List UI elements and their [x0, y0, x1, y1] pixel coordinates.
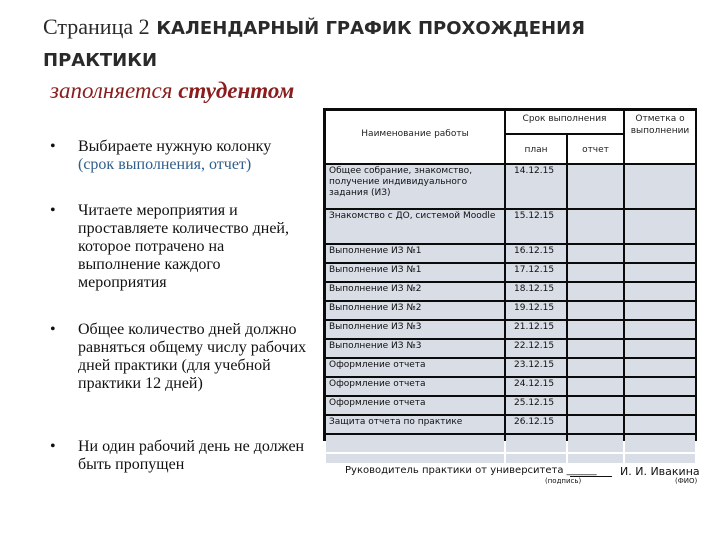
row-work-name [326, 454, 504, 463]
row-mark-cell [625, 321, 695, 338]
row-mark-cell [625, 340, 695, 357]
row-work-name: Выполнение ИЗ №2 [326, 302, 504, 319]
row-work-name [326, 435, 504, 452]
row-mark-cell [625, 416, 695, 433]
row-report-cell [568, 359, 623, 376]
row-work-name: Выполнение ИЗ №1 [326, 264, 504, 281]
row-work-name: Оформление отчета [326, 378, 504, 395]
row-report-cell [568, 283, 623, 300]
row-plan-date: 23.12.15 [506, 359, 566, 376]
row-plan-date: 17.12.15 [506, 264, 566, 281]
bullet-icon: • [50, 438, 56, 455]
row-mark-cell [625, 435, 695, 452]
row-mark-cell [625, 210, 695, 243]
row-report-cell [568, 245, 623, 262]
row-mark-cell [625, 378, 695, 395]
bullet-icon: • [50, 138, 56, 155]
row-report-cell [568, 321, 623, 338]
row-report-cell [568, 210, 623, 243]
row-plan-date: 16.12.15 [506, 245, 566, 262]
row-report-cell [568, 435, 623, 452]
row-report-cell [568, 264, 623, 281]
row-report-cell [568, 454, 623, 463]
page-title-heading: КАЛЕНДАРНЫЙ ГРАФИК ПРОХОЖДЕНИЯ ПРАКТИКИ [43, 18, 586, 71]
row-work-name: Знакомство с ДО, системой Moodle [326, 210, 504, 243]
row-report-cell [568, 165, 623, 208]
supervisor-signature [345, 465, 705, 485]
row-plan-date: 24.12.15 [506, 378, 566, 395]
row-plan-date: 21.12.15 [506, 321, 566, 338]
row-mark-cell [625, 264, 695, 281]
row-work-name: Оформление отчета [326, 359, 504, 376]
header-term: Срок выполнения [506, 111, 623, 133]
supervisor-label: Руководитель практики от университета [345, 465, 564, 476]
row-work-name: Оформление отчета [326, 397, 504, 414]
page-title [43, 12, 683, 76]
fio-caption: (ФИО) [675, 477, 698, 485]
row-report-cell [568, 416, 623, 433]
instruction-text: Выбираете нужную колонку [78, 138, 272, 155]
row-plan-date: 22.12.15 [506, 340, 566, 357]
row-work-name: Выполнение ИЗ №3 [326, 340, 504, 357]
schedule-table [323, 108, 697, 441]
header-plan: план [506, 135, 566, 163]
row-plan-date [506, 454, 566, 463]
row-plan-date: 25.12.15 [506, 397, 566, 414]
row-plan-date: 14.12.15 [506, 165, 566, 208]
header-mark: Отметка о выполнении [625, 111, 695, 163]
row-work-name: Защита отчета по практике [326, 416, 504, 433]
header-work-name: Наименование работы [326, 111, 504, 163]
header-report: отчет [568, 135, 623, 163]
row-mark-cell [625, 283, 695, 300]
subtitle-bold: студентом [178, 78, 295, 103]
row-work-name: Выполнение ИЗ №1 [326, 245, 504, 262]
row-report-cell [568, 340, 623, 357]
row-mark-cell [625, 454, 695, 463]
row-plan-date: 18.12.15 [506, 283, 566, 300]
subtitle-normal: заполняется [50, 78, 173, 103]
row-mark-cell [625, 245, 695, 262]
signature-blank: ______ [566, 465, 597, 476]
row-work-name: Выполнение ИЗ №3 [326, 321, 504, 338]
row-plan-date: 19.12.15 [506, 302, 566, 319]
row-plan-date: 15.12.15 [506, 210, 566, 243]
row-mark-cell [625, 302, 695, 319]
instruction-accent: (срок выполнения, отчет) [78, 156, 252, 173]
supervisor-name: И. И. Ивакина [620, 465, 700, 478]
row-report-cell [568, 378, 623, 395]
row-mark-cell [625, 359, 695, 376]
row-mark-cell [625, 165, 695, 208]
instruction-text: Читаете мероприятия и проставляете количество дней, которое потрачено на выполнение каждого мероприятия [78, 202, 289, 291]
row-report-cell [568, 397, 623, 414]
row-work-name: Выполнение ИЗ №2 [326, 283, 504, 300]
bullet-icon: • [50, 321, 56, 338]
row-plan-date [506, 435, 566, 452]
row-mark-cell [625, 397, 695, 414]
row-report-cell [568, 302, 623, 319]
instruction-text: Общее количество дней должно равняться общему числу рабочих дней практики (для учебной практики 12 дней) [78, 321, 307, 392]
row-plan-date: 26.12.15 [506, 416, 566, 433]
row-work-name: Общее собрание, знакомство, получение индивидуального задания (ИЗ) [326, 165, 504, 208]
signature-caption: (подпись) [545, 477, 582, 485]
page-subtitle [50, 78, 294, 104]
page-title-number: Страница 2 [43, 14, 150, 39]
instruction-text: Ни один рабочий день не должен быть пропущен [78, 438, 305, 473]
bullet-icon: • [50, 202, 56, 219]
